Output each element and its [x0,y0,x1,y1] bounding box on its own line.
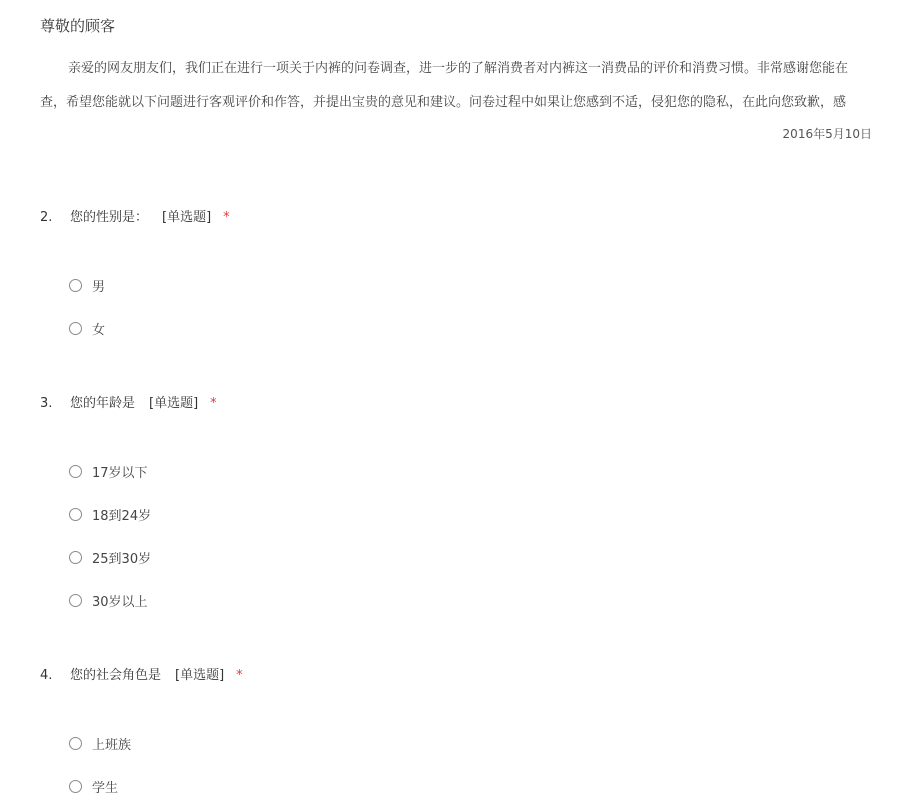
option-office-worker[interactable] [69,734,131,753]
option-label: 女 [92,323,106,338]
intro-text-line-2: 查，希望您能就以下问题进行客观评价和作答，并提出宝贵的意见和建议。问卷过程中如果让您感到不适，侵犯您的隐私，在此向您致歉，感 [40,95,847,110]
radio-button[interactable] [69,594,82,607]
radio-button[interactable] [69,465,82,478]
option-label: 男 [92,280,106,295]
option-age-over-30[interactable] [69,591,148,610]
option-label: 17岁以下 [92,466,148,481]
survey-greeting: 尊敬的顾客 [40,17,116,35]
required-star: * [210,396,217,411]
radio-button[interactable] [69,322,82,335]
question-3-title [40,392,217,411]
option-age-18-24[interactable] [69,505,151,524]
option-male[interactable] [69,276,105,295]
option-age-under-17[interactable] [69,462,148,481]
option-age-25-30[interactable] [69,548,151,567]
question-4-title [40,664,243,683]
question-text: 您的性别是： [70,210,149,225]
radio-button[interactable] [69,508,82,521]
option-student[interactable] [69,777,118,796]
radio-button[interactable] [69,780,82,793]
question-text: 您的年龄是 [70,396,136,411]
option-label: 18到24岁 [92,509,152,524]
question-number: 2. [40,210,53,225]
intro-text-line-1: 亲爱的网友朋友们，我们正在进行一项关于内裤的问卷调查，进一步的了解消费者对内裤这一消费品的评价和消费习惯。非常感谢您能在 [68,61,849,76]
required-star: * [223,210,230,225]
radio-button[interactable] [69,551,82,564]
survey-date: 2016年5月10日 [782,127,872,141]
option-label: 上班族 [92,738,132,753]
question-type: [单选题] [175,668,225,683]
question-number: 3. [40,396,53,411]
option-label: 学生 [92,781,119,796]
question-type: [单选题] [149,396,199,411]
question-number: 4. [40,668,53,683]
radio-button[interactable] [69,279,82,292]
option-label: 30岁以上 [92,595,148,610]
question-type: [单选题] [162,210,212,225]
radio-button[interactable] [69,737,82,750]
question-text: 您的社会角色是 [70,668,162,683]
question-2-title [40,206,230,225]
option-female[interactable] [69,319,105,338]
required-star: * [236,668,243,683]
option-label: 25到30岁 [92,552,152,567]
